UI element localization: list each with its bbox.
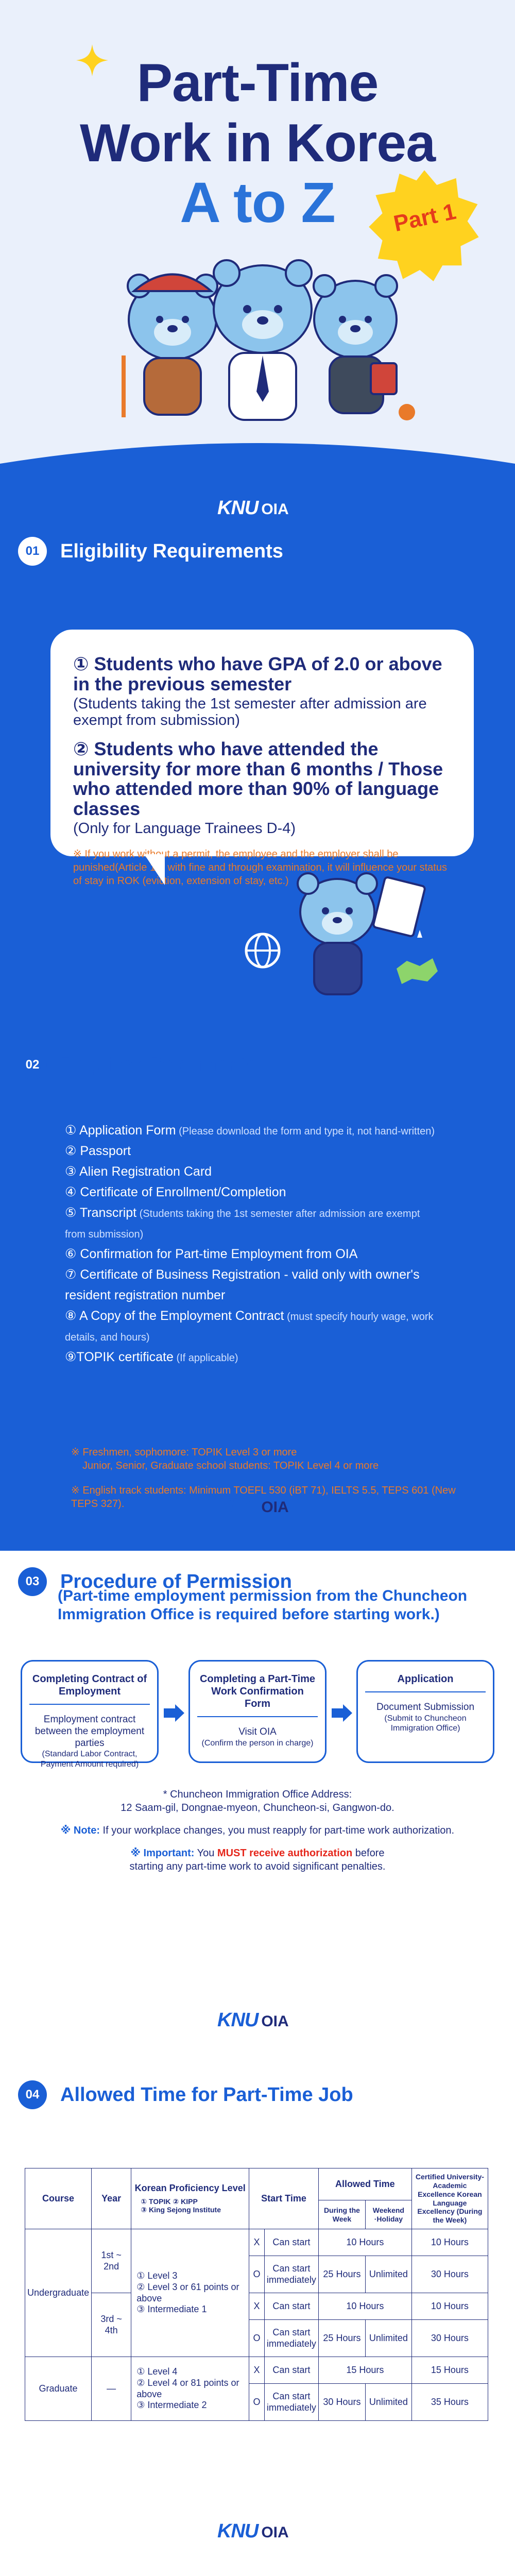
- document-item: ④ Certificate of Enrollment/Completion: [65, 1185, 286, 1199]
- cell-mark: X: [249, 2357, 265, 2384]
- eligibility-warning: ※ If you work without a permit, the employee and the employer shall be punished(Article 18) with fine and through examination, it will influence your status of stay in ROK (eviction, extension of stay, etc.): [73, 848, 447, 887]
- hero-title-line-1: Part-Time: [136, 53, 379, 113]
- cell-during: 25 Hours: [318, 2256, 365, 2293]
- header-allowed-time: Allowed Time: [318, 2168, 411, 2200]
- logo-knu-text: KNU: [217, 2009, 259, 2031]
- logo-oia-text: OIA: [261, 2013, 289, 2030]
- logo-knu-text: KNU: [217, 2520, 259, 2542]
- arrow-right-icon: [332, 1704, 352, 1722]
- cell-level-graduate: ① Level 4 ② Level 4 or 81 points or above ③ Intermediate 2: [131, 2357, 249, 2421]
- bear-mascots-illustration: [103, 242, 422, 428]
- cell-weekend: Unlimited: [365, 2256, 411, 2293]
- cell-year: 3rd ~ 4th: [92, 2293, 131, 2357]
- cell-certified: 15 Hours: [411, 2357, 488, 2384]
- header-during-week: During the Week: [318, 2200, 365, 2229]
- section-2-header: [18, 1049, 257, 1080]
- cell-mark: O: [249, 2256, 265, 2293]
- speech-bubble-tail: [144, 854, 165, 885]
- section-title: Allowed Time for Part-Time Job: [60, 2083, 353, 2106]
- important-note: ※ Important: You MUST receive authorization before starting any part-time work to avoid significant penalties.: [129, 1848, 386, 1872]
- cell-mark: X: [249, 2293, 265, 2320]
- section-number: 02: [18, 1050, 47, 1079]
- section-title: Required Documents: [60, 1054, 258, 1076]
- english-track-note: ※ English track students: Minimum TOEFL 530 (iBT 71), IELTS 5.5, TEPS 601 (New TEPS 327).: [71, 1485, 456, 1510]
- document-item: ⑥ Confirmation for Part-time Employment from OIA: [65, 1247, 358, 1261]
- header-weekend: Weekend ·Holiday: [365, 2200, 411, 2229]
- eligibility-item-1-title: ① Students who have GPA of 2.0 or above in the previous semester: [73, 653, 442, 694]
- section-number: 01: [18, 537, 47, 566]
- cell-start: Can start: [264, 2293, 318, 2320]
- document-item: ② Passport: [65, 1144, 131, 1158]
- section-number: 04: [18, 2080, 47, 2109]
- procedure-step-3: [356, 1660, 494, 1763]
- knu-oia-logo: [217, 497, 320, 518]
- logo-knu-text: KNU: [217, 1495, 259, 1517]
- cell-mark: X: [249, 2229, 265, 2256]
- knu-oia-logo: [217, 2009, 320, 2030]
- cell-during: 30 Hours: [318, 2384, 365, 2421]
- topik-note: ※ Freshmen, sophomore: TOPIK Level 3 or more: [71, 1447, 297, 1458]
- cell-during: 15 Hours: [318, 2357, 411, 2384]
- cell-during: 10 Hours: [318, 2229, 411, 2256]
- cell-start: Can start: [264, 2357, 318, 2384]
- eligibility-item-2-title: ② Students who have attended the university for more than 6 months / Those who attended more than 90% of language classes: [73, 738, 443, 820]
- cell-weekend: Unlimited: [365, 2320, 411, 2357]
- cell-start: Can start immediately: [264, 2320, 318, 2357]
- step-body: Visit OIA: [238, 1726, 277, 1737]
- logo-oia-text: OIA: [261, 1499, 289, 1516]
- cell-start: Can start immediately: [264, 2256, 318, 2293]
- eligibility-item-2-note: (Only for Language Trainees D-4): [73, 820, 296, 837]
- hero-banner: [0, 0, 515, 466]
- required-documents-card: [50, 1107, 456, 1425]
- cell-weekend: Unlimited: [365, 2384, 411, 2421]
- table-row: [25, 2357, 488, 2384]
- cell-during: 25 Hours: [318, 2320, 365, 2357]
- table-row: [25, 2293, 488, 2320]
- address-text: 12 Saam-gil, Dongnae-myeon, Chuncheon-si, Gangwon-do.: [121, 1802, 394, 1814]
- logo-knu-text: KNU: [217, 497, 259, 519]
- procedure-step-1: [21, 1660, 159, 1769]
- arrow-right-icon: [164, 1704, 184, 1722]
- cell-mark: O: [249, 2320, 265, 2357]
- document-item: ⑧ A Copy of the Employment Contract (must specify hourly wage, work details, and hours): [65, 1309, 434, 1343]
- document-item: ⑨TOPIK certificate (If applicable): [65, 1350, 238, 1364]
- allowed-time-table: [25, 2168, 488, 2421]
- document-item: ③ Alien Registration Card: [65, 1164, 212, 1179]
- procedure-notes: [21, 1788, 494, 1883]
- logo-oia-text: OIA: [261, 2524, 289, 2541]
- cell-certified: 35 Hours: [411, 2384, 488, 2421]
- cell-course-undergrad: Undergraduate: [25, 2229, 92, 2357]
- eligibility-card: [50, 630, 474, 887]
- logo-oia-text: OIA: [261, 501, 289, 518]
- hero-title-line-3: A to Z: [180, 171, 335, 234]
- cell-start: Can start: [264, 2229, 318, 2256]
- section-1-header: [18, 536, 283, 567]
- cell-certified: 30 Hours: [411, 2320, 488, 2357]
- step-note: (Standard Labor Contract, Payment Amount required): [40, 1750, 139, 1769]
- step-note: (Submit to Chuncheon Immigration Office): [384, 1714, 467, 1733]
- part-badge: Part 1: [391, 198, 458, 237]
- header-certified: Certified University-Academic Excellence Korean Language Excellency (During the Week): [411, 2168, 488, 2229]
- eligibility-item-1-note: (Students taking the 1st semester after admission are exempt from submission): [73, 695, 427, 729]
- document-item: ⑦ Certificate of Business Registration - valid only with owner's resident registration number: [65, 1267, 420, 1302]
- cell-course-graduate: Graduate: [25, 2357, 92, 2421]
- header-course: Course: [25, 2168, 92, 2229]
- cell-mark: O: [249, 2384, 265, 2421]
- cell-year: —: [92, 2357, 131, 2421]
- reapply-note: ※ Note: If your workplace changes, you must reapply for part-time work authorization.: [60, 1825, 455, 1836]
- step-title: Completing Contract of Employment: [29, 1673, 150, 1705]
- header-year: Year: [92, 2168, 131, 2229]
- topik-note-senior: Junior, Senior, Graduate school students: TOPIK Level 4 or more: [82, 1460, 379, 1471]
- document-item: ⑤ Transcript (Students taking the 1st semester after admission are exempt from submission): [65, 1206, 420, 1240]
- cell-certified: 30 Hours: [411, 2256, 488, 2293]
- document-item: ① Application Form (Please download the form and type it, not hand-written): [65, 1123, 435, 1138]
- procedure-subtitle: (Part-time employment permission from the Chuncheon Immigration Office is required before starting work.): [58, 1587, 468, 1623]
- cell-level-undergrad: ① Level 3 ② Level 3 or 61 points or above ③ Intermediate 1: [131, 2229, 249, 2357]
- table-row: [25, 2229, 488, 2256]
- step-title: Application: [365, 1673, 486, 1692]
- cell-during: 10 Hours: [318, 2293, 411, 2320]
- section-title: Procedure of Permission: [60, 1570, 292, 1592]
- address-label: * Chuncheon Immigration Office Address:: [163, 1789, 352, 1800]
- header-level: Korean Proficiency Level ① TOPIK ② KIPP ③ King Sejong Institute: [131, 2168, 249, 2229]
- bear-with-globe-illustration: [242, 860, 458, 1005]
- step-body: Document Submission: [376, 1702, 475, 1713]
- step-title: Completing a Part-Time Work Confirmation Form: [197, 1673, 318, 1717]
- cell-certified: 10 Hours: [411, 2229, 488, 2256]
- cell-year: 1st ~ 2nd: [92, 2229, 131, 2293]
- hero-title-line-2: Work in Korea: [79, 113, 436, 173]
- header-start-time: Start Time: [249, 2168, 319, 2229]
- step-body: Employment contract between the employment parties: [35, 1714, 145, 1749]
- cell-start: Can start immediately: [264, 2384, 318, 2421]
- knu-oia-logo: [217, 2520, 320, 2541]
- cell-certified: 10 Hours: [411, 2293, 488, 2320]
- procedure-step-2: [188, 1660, 327, 1763]
- knu-oia-logo: [217, 1495, 320, 1516]
- section-number: 03: [18, 1567, 47, 1596]
- section-title: Eligibility Requirements: [60, 540, 283, 562]
- section-4-header: [18, 2079, 353, 2110]
- step-note: (Confirm the person in charge): [201, 1738, 314, 1748]
